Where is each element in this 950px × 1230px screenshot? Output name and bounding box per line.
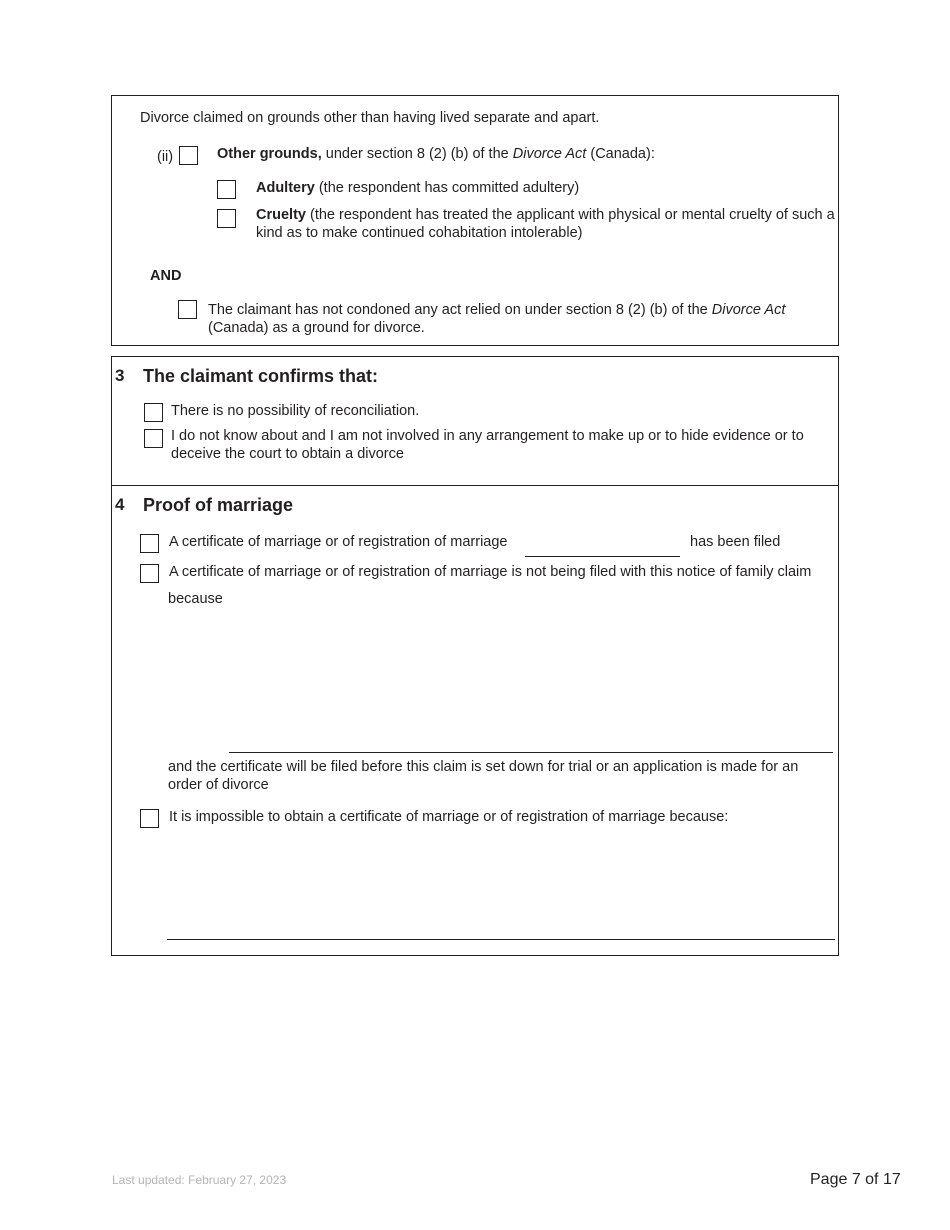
not-condoned-label	[208, 301, 798, 337]
other-grounds-checkbox[interactable]	[179, 146, 198, 165]
section-4-number: 4	[115, 495, 125, 514]
certificate-not-filed-label: A certificate of marriage or of registration of marriage is not being filed with this notice of family claim	[169, 564, 812, 580]
because-label: because	[168, 591, 223, 607]
not-condoned-checkbox[interactable]	[178, 300, 197, 319]
adultery-text: (the respondent has committed adultery)	[314, 180, 580, 196]
reconciliation-label: There is no possibility of reconciliation.	[171, 403, 420, 419]
grounds-box	[111, 95, 839, 346]
adultery-bold: Adultery	[256, 180, 315, 196]
collusion-checkbox[interactable]	[144, 429, 163, 448]
adultery-label	[256, 179, 579, 197]
section-4-heading: Proof of marriage	[143, 495, 294, 515]
other-grounds-label	[217, 145, 655, 163]
grounds-intro: Divorce claimed on grounds other than having lived separate and apart.	[140, 110, 600, 126]
certificate-filed-checkbox[interactable]	[140, 534, 159, 553]
cruelty-bold: Cruelty	[256, 207, 306, 223]
certificate-filed-label: A certificate of marriage or of registration of marriage	[169, 534, 508, 550]
reconciliation-checkbox[interactable]	[144, 403, 163, 422]
certificate-not-filed-checkbox[interactable]	[140, 564, 159, 583]
option-ii-marker: (ii)	[157, 149, 174, 165]
not-condoned-text-after: (Canada) as a ground for divorce.	[208, 320, 425, 336]
divorce-act-italic-2: Divorce Act	[711, 302, 786, 318]
section-divider	[112, 485, 838, 486]
section-3-number: 3	[115, 366, 125, 385]
other-grounds-text-after: (Canada):	[586, 146, 655, 162]
impossible-checkbox[interactable]	[140, 809, 159, 828]
and-label: AND	[150, 268, 182, 284]
section-3-heading: The claimant confirms that:	[143, 366, 379, 386]
adultery-checkbox[interactable]	[217, 180, 236, 199]
will-be-filed-text: and the certificate will be filed before this claim is set down for trial or an application is made for an order of divorce	[168, 759, 799, 793]
cruelty-checkbox[interactable]	[217, 209, 236, 228]
last-updated: Last updated: February 27, 2023	[112, 1173, 287, 1187]
cruelty-text: (the respondent has treated the applicant with physical or mental cruelty of such a kind as to make continued cohabitation intolerable)	[256, 207, 835, 241]
has-been-filed-label: has been filed	[690, 534, 781, 550]
impossible-label: It is impossible to obtain a certificate of marriage or of registration of marriage because:	[169, 809, 729, 825]
divorce-act-italic: Divorce Act	[512, 146, 587, 162]
sections-box	[111, 356, 839, 956]
other-grounds-text: under section 8 (2) (b) of the	[321, 146, 513, 162]
cruelty-label	[256, 206, 836, 242]
reason-not-filed-line[interactable]	[229, 752, 833, 753]
page-number: Page 7 of 17	[810, 1171, 901, 1188]
certificate-filed-blank[interactable]	[525, 556, 680, 557]
not-condoned-text: The claimant has not condoned any act relied on under section 8 (2) (b) of the	[208, 302, 712, 318]
collusion-label: I do not know about and I am not involved in any arrangement to make up or to hide evidence or to deceive the court to obtain a divorce	[171, 428, 804, 462]
other-grounds-bold: Other grounds,	[217, 146, 322, 162]
reason-impossible-line[interactable]	[167, 939, 835, 940]
